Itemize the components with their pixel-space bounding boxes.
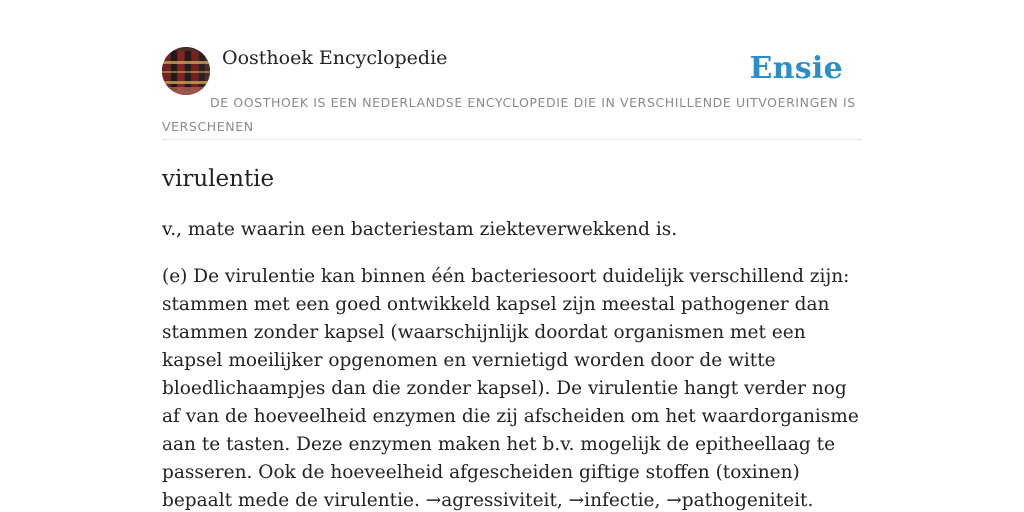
entry-body xyxy=(162,263,862,512)
link-separator: , xyxy=(654,490,667,511)
site-description: DE OOSTHOEK IS EEN NEDERLANDSE ENCYCLOPEDIE DIE IN VERSCHILLENDE UITVOERINGEN IS VERSCHENEN xyxy=(162,95,856,134)
site-name[interactable]: Oosthoek Encyclopedie xyxy=(222,47,448,69)
link-separator: , xyxy=(556,490,569,511)
link-infectie[interactable]: →infectie xyxy=(568,490,655,511)
encyclopedia-books-icon[interactable] xyxy=(162,47,210,95)
brand-logo[interactable]: Ensie xyxy=(749,51,843,86)
site-header xyxy=(162,0,862,140)
entry-title: virulentie xyxy=(162,166,275,192)
entry-definition: v., mate waarin een bacteriestam ziekteverwekkend is. xyxy=(162,219,678,240)
link-end: . xyxy=(807,490,814,511)
content-container xyxy=(162,0,862,511)
link-pathogeniteit[interactable]: →pathogeniteit xyxy=(666,490,808,511)
link-agressiviteit[interactable]: →agressiviteit xyxy=(425,490,557,511)
entry-body-text: (e) De virulentie kan binnen één bacteriesoort duidelijk verschillend zijn: stammen met een goed ontwikkeld kapsel zijn meestal pathogener dan stammen zonder kapsel (waarschijnlijk doordat organismen met een kapsel moeilijker opgenomen en vernietigd worden door de witte bloedlichaampjes dan die zonder kapsel). De virulentie hangt verder nog af van de hoeveelheid enzymen die zij afscheiden om het waardorganisme aan te tasten. Deze enzymen maken het b.v. mogelijk de epitheellaag te passeren. Ook de hoeveelheid afgescheiden giftige stoffen (toxinen) bepaalt mede de virulentie. xyxy=(162,266,859,511)
